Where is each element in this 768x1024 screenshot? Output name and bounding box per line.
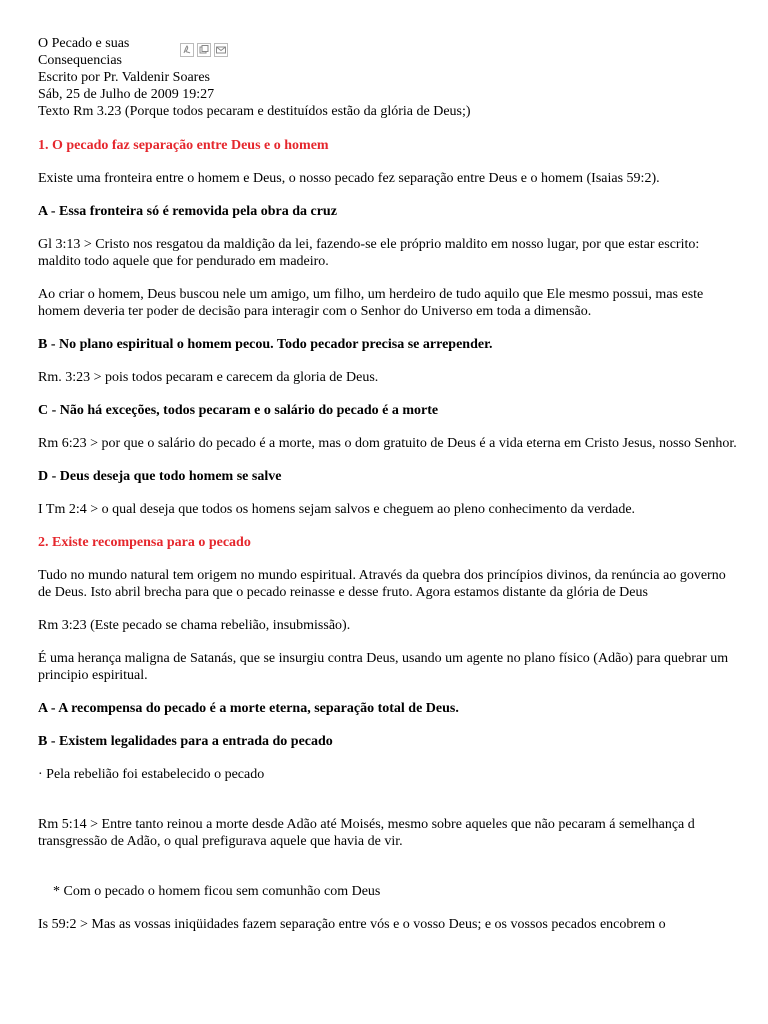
section2-heading: 2. Existe recompensa para o pecado — [38, 535, 251, 550]
section2-a-heading: A - A recompensa do pecado é a morte eterna, separação total de Deus. — [38, 701, 459, 716]
article-header — [38, 35, 738, 120]
section1-b-paragraph: Rm. 3:23 > pois todos pecaram e carecem da gloria de Deus. — [38, 370, 379, 385]
section1-b-heading: B - No plano espiritual o homem pecou. Todo pecador precisa se arrepender. — [38, 337, 493, 352]
section1-d-paragraph: I Tm 2:4 > o qual deseja que todos os homens sejam salvos e cheguem ao pleno conhecimento da verdade. — [38, 502, 636, 517]
text-reference: Texto Rm 3.23 (Porque todos pecaram e destituídos estão da glória de Deus;) — [38, 104, 471, 119]
section1-intro: Existe uma fronteira entre o homem e Deus, o nosso pecado fez separação entre Deus e o homem (Isaias 59:2). — [38, 171, 660, 186]
article-toolbar — [180, 43, 228, 57]
section1-c-heading: C - Não há exceções, todos pecaram e o salário do pecado é a morte — [38, 403, 439, 418]
article-title: O Pecado e suas Consequencias — [38, 36, 130, 68]
section2-paragraph-4: Rm 5:14 > Entre tanto reinou a morte desde Adão até Moisés, mesmo sobre aqueles que não pecaram á semelhança d transgressão de Adão, o qual prefigurava aquele que havia de vir. — [38, 817, 695, 849]
section2-paragraph-2: Rm 3:23 (Este pecado se chama rebelião, insubmissão). — [38, 618, 351, 633]
section1-a-paragraph-2: Ao criar o homem, Deus buscou nele um amigo, um filho, um herdeiro de tudo aquilo que Ele mesmo possui, mas este homem deveria ter poder de decisão para interagir com o Senhor do Universo em toda a dimensão. — [38, 287, 704, 319]
bullet-communion: * Com o pecado o homem ficou sem comunhão com Deus — [53, 884, 381, 899]
date-line: Sáb, 25 de Julho de 2009 19:27 — [38, 87, 215, 102]
section2-paragraph-3: É uma herança maligna de Satanás, que se insurgiu contra Deus, usando um agente no plano físico (Adão) para quebrar um principio espiritual. — [38, 651, 729, 683]
section1-a-heading: A - Essa fronteira só é removida pela obra da cruz — [38, 204, 337, 219]
email-icon[interactable] — [214, 43, 228, 57]
section2-paragraph-5: Is 59:2 > Mas as vossas iniqüidades fazem separação entre vós e o vosso Deus; e os vossos pecados encobrem o — [38, 917, 666, 932]
section1-c-paragraph: Rm 6:23 > por que o salário do pecado é a morte, mas o dom gratuito de Deus é a vida eterna em Cristo Jesus, nosso Senhor. — [38, 436, 737, 451]
section1-d-heading: D - Deus deseja que todo homem se salve — [38, 469, 282, 484]
bullet-rebellion: · Pela rebelião foi estabelecido o pecado — [38, 767, 265, 782]
section2-b-heading: B - Existem legalidades para a entrada do pecado — [38, 734, 333, 749]
section2-paragraph-1: Tudo no mundo natural tem origem no mundo espiritual. Através da quebra dos princípios divinos, da renúncia ao governo de Deus. Isto abril brecha para que o pecado reinasse e desse fruto. Agora estamos distante da glória de Deus — [38, 568, 726, 600]
pdf-icon[interactable] — [180, 43, 194, 57]
author-line: Escrito por Pr. Valdenir Soares — [38, 70, 210, 85]
section1-heading: 1. O pecado faz separação entre Deus e o homem — [38, 138, 329, 153]
print-icon[interactable] — [197, 43, 211, 57]
document-page — [38, 35, 738, 933]
section1-a-paragraph-1: Gl 3:13 > Cristo nos resgatou da maldição da lei, fazendo-se ele próprio maldito em nosso lugar, por que estar escrito: maldito todo aquele que for pendurado em madeiro. — [38, 237, 700, 269]
